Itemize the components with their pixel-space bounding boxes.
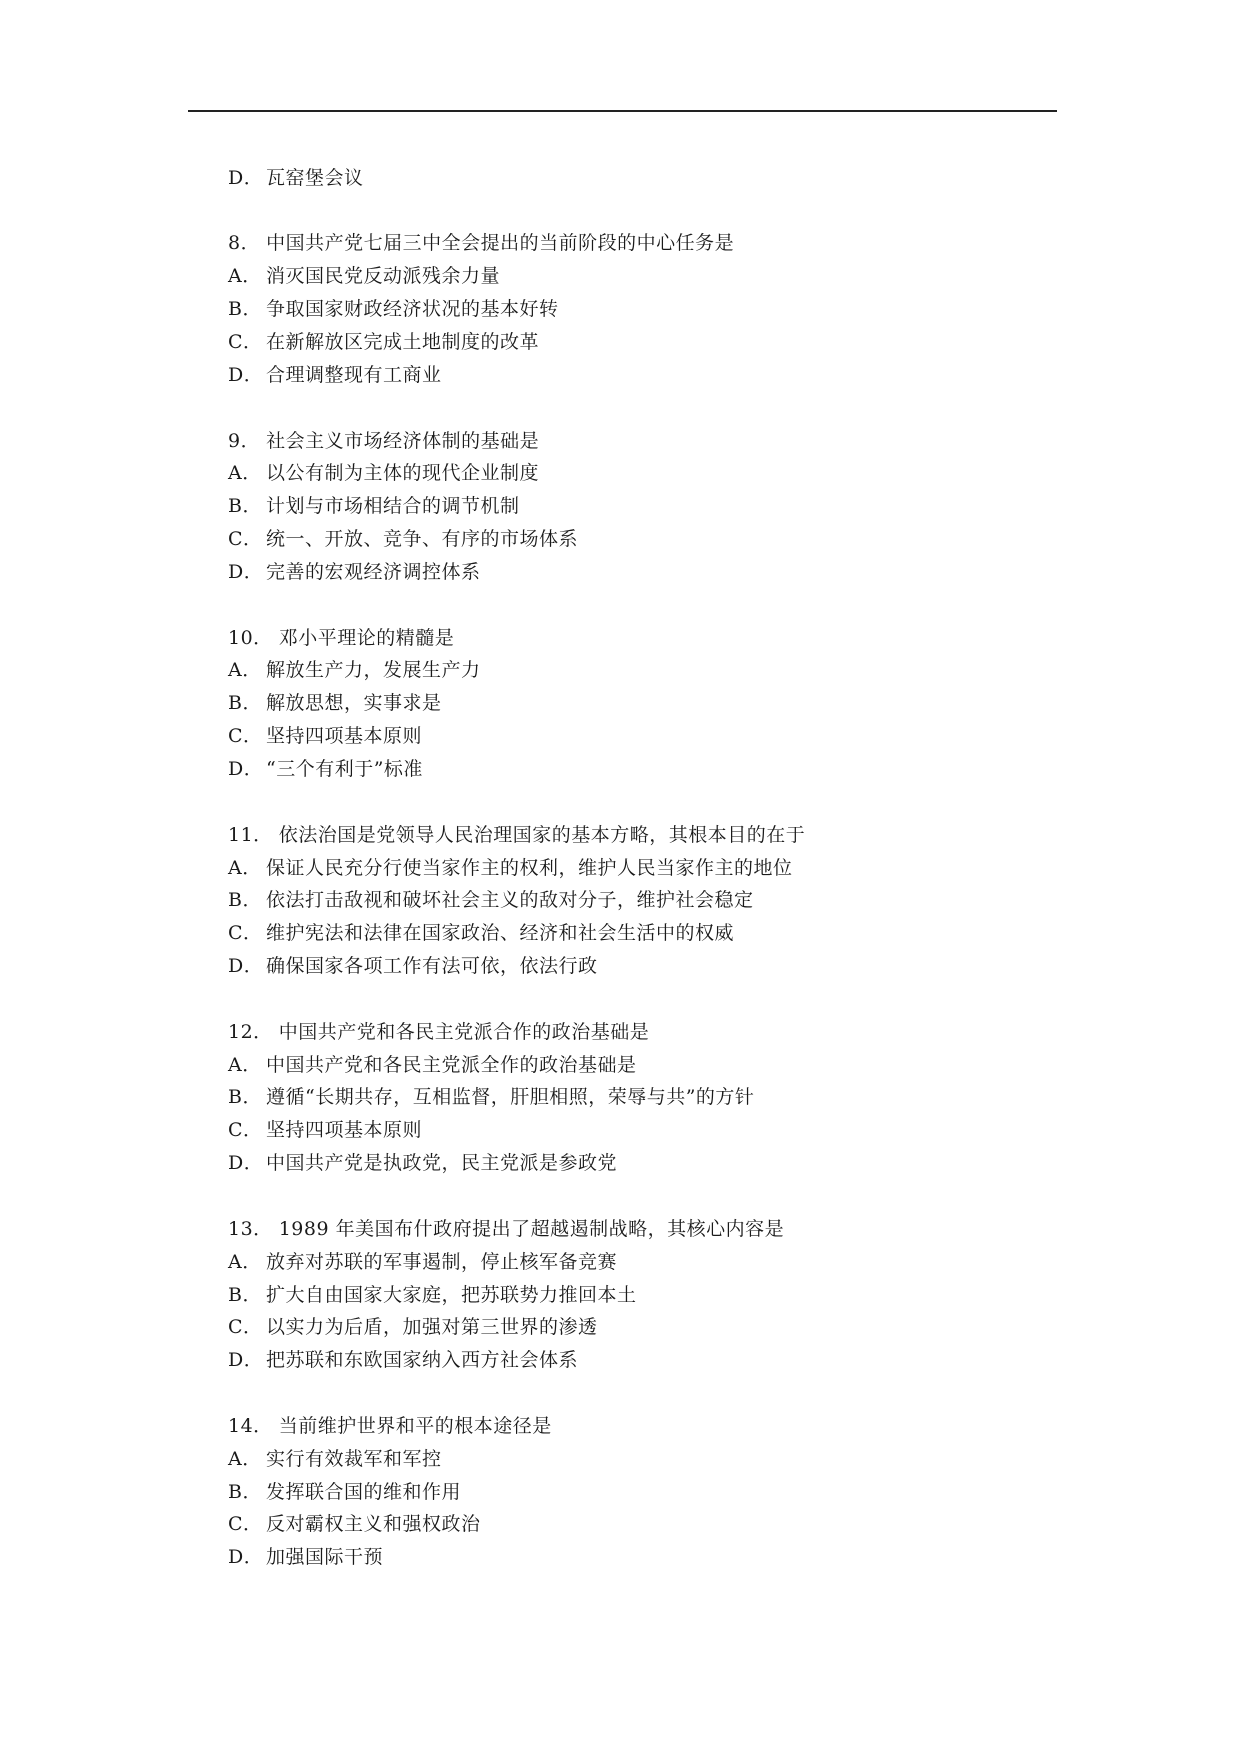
question-stem — [228, 227, 1058, 260]
option-text: 计划与市场相结合的调节机制 — [266, 495, 520, 518]
option-c — [228, 1114, 1058, 1147]
option-letter: B． — [228, 298, 262, 321]
question-text: 中国共产党七届三中全会提出的当前阶段的中心任务是 — [266, 232, 735, 255]
option-text: 遵循“长期共存，互相监督，肝胆相照，荣辱与共”的方针 — [266, 1086, 755, 1109]
option-text: 坚持四项基本原则 — [266, 725, 423, 748]
question-stem — [228, 1213, 1058, 1246]
option-text: 解放生产力，发展生产力 — [266, 659, 481, 682]
option-b — [228, 293, 1058, 326]
option-letter: A． — [228, 265, 262, 288]
option-letter: B． — [228, 889, 262, 912]
question-stem — [228, 1410, 1058, 1443]
option-c — [228, 1311, 1058, 1344]
option-d — [228, 1541, 1058, 1574]
option-d — [228, 753, 1058, 786]
option-text: 在新解放区完成土地制度的改革 — [266, 331, 540, 354]
option-letter: D． — [228, 167, 264, 189]
option-d — [228, 1147, 1058, 1180]
option-letter: A． — [228, 856, 262, 879]
question-9 — [228, 425, 1058, 589]
question-12 — [228, 1016, 1058, 1180]
option-letter: D． — [228, 1546, 264, 1569]
option-c — [228, 1508, 1058, 1541]
option-text: 以实力为后盾，加强对第三世界的渗透 — [266, 1316, 598, 1339]
option-letter: C． — [228, 1513, 263, 1536]
option-letter: B． — [228, 1283, 262, 1306]
question-stem — [228, 425, 1058, 458]
question-text: 当前维护世界和平的根本途径是 — [278, 1414, 552, 1437]
option-a — [228, 457, 1058, 490]
option-a — [228, 654, 1058, 687]
option-text: “三个有利于”标准 — [266, 758, 423, 781]
option-text: 完善的宏观经济调控体系 — [266, 561, 481, 584]
option-letter: D． — [228, 1349, 264, 1372]
option-text: 解放思想，实事求是 — [266, 692, 442, 715]
question-11 — [228, 819, 1058, 983]
question-13 — [228, 1213, 1058, 1377]
option-c — [228, 326, 1058, 359]
option-text: 实行有效裁军和军控 — [266, 1447, 442, 1470]
question-10 — [228, 622, 1058, 786]
option-letter: D． — [228, 955, 264, 978]
option-d — [228, 359, 1058, 392]
option-letter: D． — [228, 364, 264, 387]
option-b — [228, 1476, 1058, 1509]
option-b — [228, 1279, 1058, 1312]
question-number: 13． — [228, 1217, 273, 1240]
option-letter: D． — [228, 1152, 264, 1175]
option-text: 以公有制为主体的现代企业制度 — [266, 462, 540, 485]
option-text: 坚持四项基本原则 — [266, 1119, 423, 1142]
option-text: 中国共产党是执政党，民主党派是参政党 — [266, 1152, 618, 1175]
option-d — [228, 1344, 1058, 1377]
option-b — [228, 490, 1058, 523]
question-text: 中国共产党和各民主党派合作的政治基础是 — [278, 1020, 650, 1043]
option-a — [228, 1049, 1058, 1082]
option-text: 统一、开放、竞争、有序的市场体系 — [266, 528, 579, 551]
question-stem — [228, 622, 1058, 655]
option-text: 扩大自由国家大家庭，把苏联势力推回本土 — [266, 1283, 637, 1306]
option-letter: C． — [228, 1119, 263, 1142]
option-c — [228, 917, 1058, 950]
question-number: 11． — [228, 823, 273, 846]
option-text: 把苏联和东欧国家纳入西方社会体系 — [266, 1349, 579, 1372]
option-text: 瓦窑堡会议 — [266, 167, 364, 189]
option-d — [228, 950, 1058, 983]
option-letter: A． — [228, 1447, 262, 1470]
question-number: 8． — [228, 232, 261, 255]
option-letter: A． — [228, 1250, 262, 1273]
option-text: 合理调整现有工商业 — [266, 364, 442, 387]
option-b — [228, 1081, 1058, 1114]
header-rule — [188, 110, 1057, 112]
option-text: 中国共产党和各民主党派全作的政治基础是 — [266, 1053, 637, 1076]
leading-option — [228, 162, 1058, 195]
option-text: 依法打击敌视和破坏社会主义的敌对分子，维护社会稳定 — [266, 889, 754, 912]
option-text: 反对霸权主义和强权政治 — [266, 1513, 481, 1536]
option-letter: A． — [228, 1053, 262, 1076]
question-text: 邓小平理论的精髓是 — [278, 626, 455, 649]
option-letter: B． — [228, 1480, 262, 1503]
option-c — [228, 523, 1058, 556]
option-text: 发挥联合国的维和作用 — [266, 1480, 462, 1503]
exam-content — [228, 162, 1058, 1574]
question-number: 14． — [228, 1414, 273, 1437]
question-number: 10． — [228, 626, 273, 649]
option-a — [228, 260, 1058, 293]
option-letter: B． — [228, 1086, 262, 1109]
option-letter: D． — [228, 561, 264, 584]
question-number: 9． — [228, 429, 261, 452]
option-a — [228, 1246, 1058, 1279]
option-text: 争取国家财政经济状况的基本好转 — [266, 298, 559, 321]
option-letter: C． — [228, 528, 263, 551]
option-letter: A． — [228, 659, 262, 682]
option-text: 消灭国民党反动派残余力量 — [266, 265, 501, 288]
question-14 — [228, 1410, 1058, 1574]
option-letter: C． — [228, 331, 263, 354]
question-text: 社会主义市场经济体制的基础是 — [266, 429, 540, 452]
option-text: 放弃对苏联的军事遏制，停止核军备竞赛 — [266, 1250, 618, 1273]
option-letter: B． — [228, 692, 262, 715]
option-a — [228, 1443, 1058, 1476]
option-c — [228, 720, 1058, 753]
option-text: 确保国家各项工作有法可依，依法行政 — [266, 955, 598, 978]
question-text: 1989 年美国布什政府提出了超越遏制战略，其核心内容是 — [278, 1217, 785, 1240]
option-b — [228, 687, 1058, 720]
question-stem — [228, 819, 1058, 852]
question-number: 12． — [228, 1020, 273, 1043]
question-stem — [228, 1016, 1058, 1049]
option-text: 加强国际干预 — [266, 1546, 384, 1569]
question-8 — [228, 227, 1058, 391]
option-letter: A． — [228, 462, 262, 485]
option-letter: C． — [228, 922, 263, 945]
option-a — [228, 852, 1058, 885]
option-letter: C． — [228, 725, 263, 748]
question-list — [228, 227, 1058, 1574]
option-d — [228, 556, 1058, 589]
question-text: 依法治国是党领导人民治理国家的基本方略，其根本目的在于 — [278, 823, 806, 846]
option-b — [228, 884, 1058, 917]
option-letter: B． — [228, 495, 262, 518]
option-text: 维护宪法和法律在国家政治、经济和社会生活中的权威 — [266, 922, 735, 945]
option-letter: D． — [228, 758, 264, 781]
option-text: 保证人民充分行使当家作主的权利，维护人民当家作主的地位 — [266, 856, 793, 879]
option-letter: C． — [228, 1316, 263, 1339]
